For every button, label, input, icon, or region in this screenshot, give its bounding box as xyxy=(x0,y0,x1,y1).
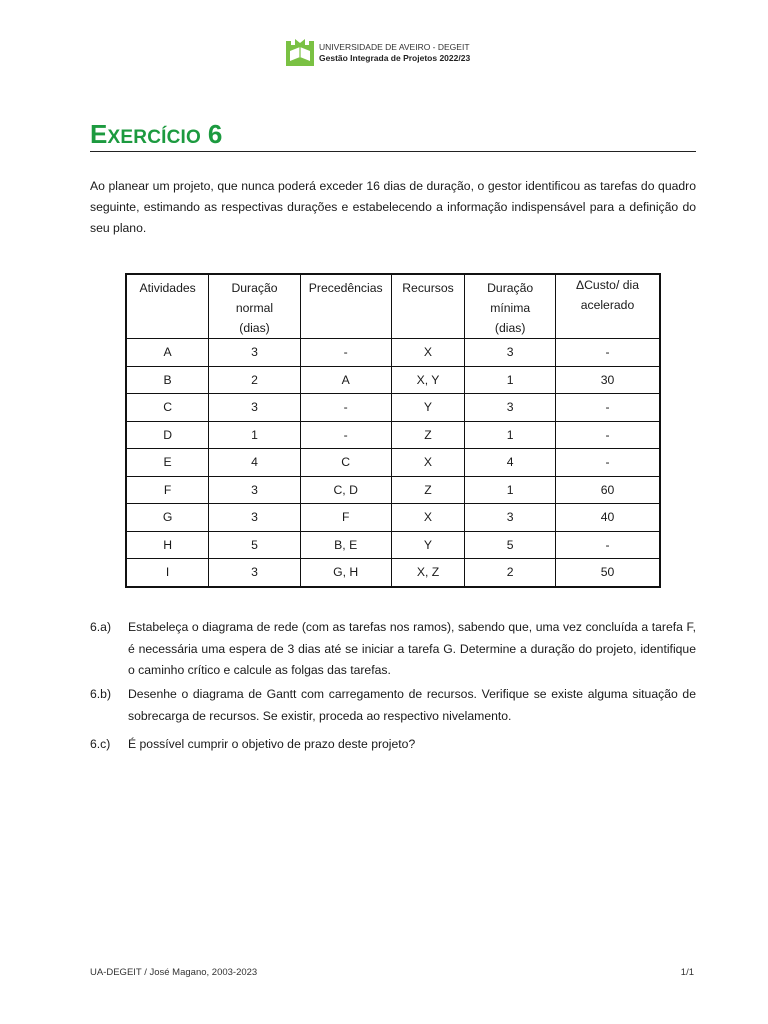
table-cell: 1 xyxy=(209,421,301,449)
table-cell: X xyxy=(391,339,465,367)
question-6c xyxy=(90,734,696,756)
table-row xyxy=(126,559,660,587)
table-row xyxy=(126,366,660,394)
table-cell: - xyxy=(555,449,660,477)
table-cell: - xyxy=(300,394,391,422)
header-precedencias: Precedências xyxy=(300,274,391,339)
table-cell: 3 xyxy=(465,504,556,532)
university-logo-icon xyxy=(285,37,315,67)
header-duracao-minima: Duração mínima (dias) xyxy=(465,274,556,339)
table-cell: 4 xyxy=(465,449,556,477)
table-cell: - xyxy=(555,531,660,559)
header-recursos: Recursos xyxy=(391,274,465,339)
question-text: É possível cumprir o objetivo de prazo deste projeto? xyxy=(128,737,416,751)
title-divider xyxy=(90,151,696,152)
table-cell: 3 xyxy=(465,339,556,367)
table-cell: - xyxy=(555,394,660,422)
table-cell: 2 xyxy=(209,366,301,394)
page-number: 1/1 xyxy=(680,967,694,978)
table-cell: F xyxy=(126,476,209,504)
table-cell: 30 xyxy=(555,366,660,394)
table-header-row xyxy=(126,274,660,339)
table-cell: B, E xyxy=(300,531,391,559)
question-text: Estabeleça o diagrama de rede (com as tarefas nos ramos), sabendo que, uma vez concluída a tarefa F, é necessária uma espera de 3 dias até se iniciar a tarefa G. Determine a duração do projeto, identifique o caminho crítico e calcule as folgas das tarefas. xyxy=(128,620,696,677)
header-atividades: Atividades xyxy=(126,274,209,339)
table-cell: X, Y xyxy=(391,366,465,394)
table-cell: 60 xyxy=(555,476,660,504)
table-cell: Y xyxy=(391,394,465,422)
table-cell: G, H xyxy=(300,559,391,587)
header-duracao-normal: Duração normal (dias) xyxy=(209,274,301,339)
table-row xyxy=(126,476,660,504)
exercise-title: EXERCÍCIO 6 xyxy=(90,119,223,149)
table-cell: C xyxy=(300,449,391,477)
table-cell: E xyxy=(126,449,209,477)
table-cell: 40 xyxy=(555,504,660,532)
table-cell: Z xyxy=(391,476,465,504)
table-row xyxy=(126,449,660,477)
institution-name: UNIVERSIDADE DE AVEIRO - DEGEIT xyxy=(319,42,470,52)
table-cell: C xyxy=(126,394,209,422)
table-cell: 3 xyxy=(209,504,301,532)
question-6a xyxy=(90,617,696,682)
activities-table xyxy=(125,273,661,588)
footer-author: UA-DEGEIT / José Magano, 2003-2023 xyxy=(90,967,258,978)
table-cell: - xyxy=(300,339,391,367)
table-cell: 3 xyxy=(465,394,556,422)
table-cell: C, D xyxy=(300,476,391,504)
course-name: Gestão Integrada de Projetos 2022/23 xyxy=(319,53,471,63)
table-row xyxy=(126,504,660,532)
table-cell: - xyxy=(300,421,391,449)
table-cell: 1 xyxy=(465,366,556,394)
table-row xyxy=(126,531,660,559)
table-cell: 1 xyxy=(465,476,556,504)
table-cell: 2 xyxy=(465,559,556,587)
table-cell: A xyxy=(300,366,391,394)
table-cell: X xyxy=(391,504,465,532)
table-cell: D xyxy=(126,421,209,449)
table-cell: 4 xyxy=(209,449,301,477)
table-cell: B xyxy=(126,366,209,394)
table-cell: 5 xyxy=(465,531,556,559)
table-cell: 3 xyxy=(209,476,301,504)
table-cell: A xyxy=(126,339,209,367)
table-cell: - xyxy=(555,339,660,367)
table-cell: G xyxy=(126,504,209,532)
question-number: 6.b) xyxy=(90,687,112,701)
question-number: 6.c) xyxy=(90,737,111,751)
table-cell: I xyxy=(126,559,209,587)
table-cell: F xyxy=(300,504,391,532)
question-number: 6.a) xyxy=(90,620,112,634)
table-cell: 1 xyxy=(465,421,556,449)
table-cell: Z xyxy=(391,421,465,449)
table-cell: 5 xyxy=(209,531,301,559)
table-cell: 3 xyxy=(209,559,301,587)
intro-paragraph: Ao planear um projeto, que nunca poderá exceder 16 dias de duração, o gestor identificou as tarefas do quadro seguinte, estimando as respectivas durações e estabelecendo a informação indispensável para a definição do seu plano. xyxy=(90,179,696,235)
table-cell: 50 xyxy=(555,559,660,587)
table-cell: 3 xyxy=(209,394,301,422)
question-6b xyxy=(90,684,696,727)
table-cell: X, Z xyxy=(391,559,465,587)
table-cell: 3 xyxy=(209,339,301,367)
page-header xyxy=(285,37,585,69)
question-text: Desenhe o diagrama de Gantt com carregamento de recursos. Verifique se existe alguma situação de sobrecarga de recursos. Se existir, proceda ao respectivo nivelamento. xyxy=(128,687,696,723)
header-custo-dia-acelerado: ΔCusto/ dia acelerado xyxy=(555,274,660,339)
table-cell: X xyxy=(391,449,465,477)
table-cell: - xyxy=(555,421,660,449)
table-cell: Y xyxy=(391,531,465,559)
table-row xyxy=(126,339,660,367)
table-cell: H xyxy=(126,531,209,559)
table-row xyxy=(126,394,660,422)
table-row xyxy=(126,421,660,449)
